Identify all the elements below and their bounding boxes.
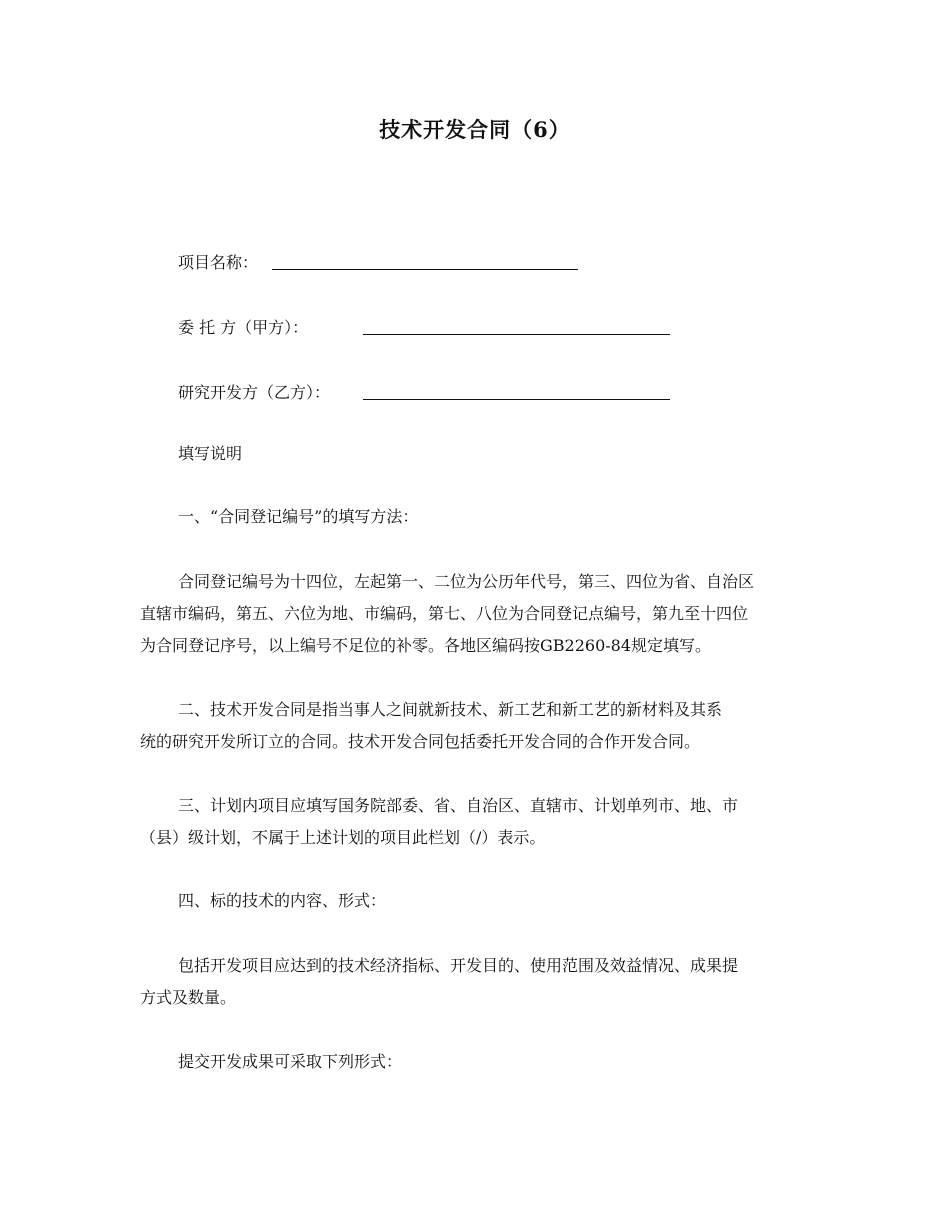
developer-label: 研究开发方（乙方）： xyxy=(178,383,331,402)
client-field xyxy=(178,317,678,341)
project-name-field xyxy=(178,252,598,276)
developer-blank[interactable] xyxy=(363,399,670,400)
developer-field xyxy=(178,382,678,406)
instructions-heading: 填写说明 xyxy=(178,444,243,463)
section2-paragraph xyxy=(140,694,820,758)
section2-line: 统的研究开发所订立的合同。技术开发合同包括委托开发合同的合作开发合同。 xyxy=(140,732,701,751)
section4-paragraph xyxy=(140,950,820,1014)
section4-line: 方式及数量。 xyxy=(140,988,237,1007)
document-title: 技术开发合同（6） xyxy=(379,117,571,142)
project-name-label: 项目名称： xyxy=(178,253,259,272)
client-blank[interactable] xyxy=(363,334,670,335)
section3-line: （县）级计划，不属于上述计划的项目此栏划（/）表示。 xyxy=(140,828,546,847)
section2-line: 二、技术开发合同是指当事人之间就新技术、新工艺和新工艺的新材料及其系 xyxy=(178,700,723,719)
project-name-blank[interactable] xyxy=(272,269,578,270)
section1-paragraph xyxy=(140,566,820,662)
section1-line: 合同登记编号为十四位，左起第一、二位为公历年代号，第三、四位为省、自治区 xyxy=(178,572,755,591)
section3-paragraph xyxy=(140,790,820,854)
section4-line: 包括开发项目应达到的技术经济指标、开发目的、使用范围及效益情况、成果提 xyxy=(178,956,739,975)
section1-line: 直辖市编码，第五、六位为地、市编码，第七、八位为合同登记点编号，第九至十四位 xyxy=(140,604,749,623)
client-label: 委 托 方（甲方）： xyxy=(178,318,309,337)
section4-heading: 四、标的技术的内容、形式： xyxy=(178,891,387,910)
closing-line: 提交开发成果可采取下列形式： xyxy=(178,1052,403,1071)
section1-heading: 一、“合同登记编号”的填写方法： xyxy=(178,507,419,526)
section1-line: 为合同登记序号，以上编号不足位的补零。各地区编码按GB2260-84规定填写。 xyxy=(140,636,712,655)
section3-line: 三、计划内项目应填写国务院部委、省、自治区、直辖市、计划单列市、地、市 xyxy=(178,796,739,815)
